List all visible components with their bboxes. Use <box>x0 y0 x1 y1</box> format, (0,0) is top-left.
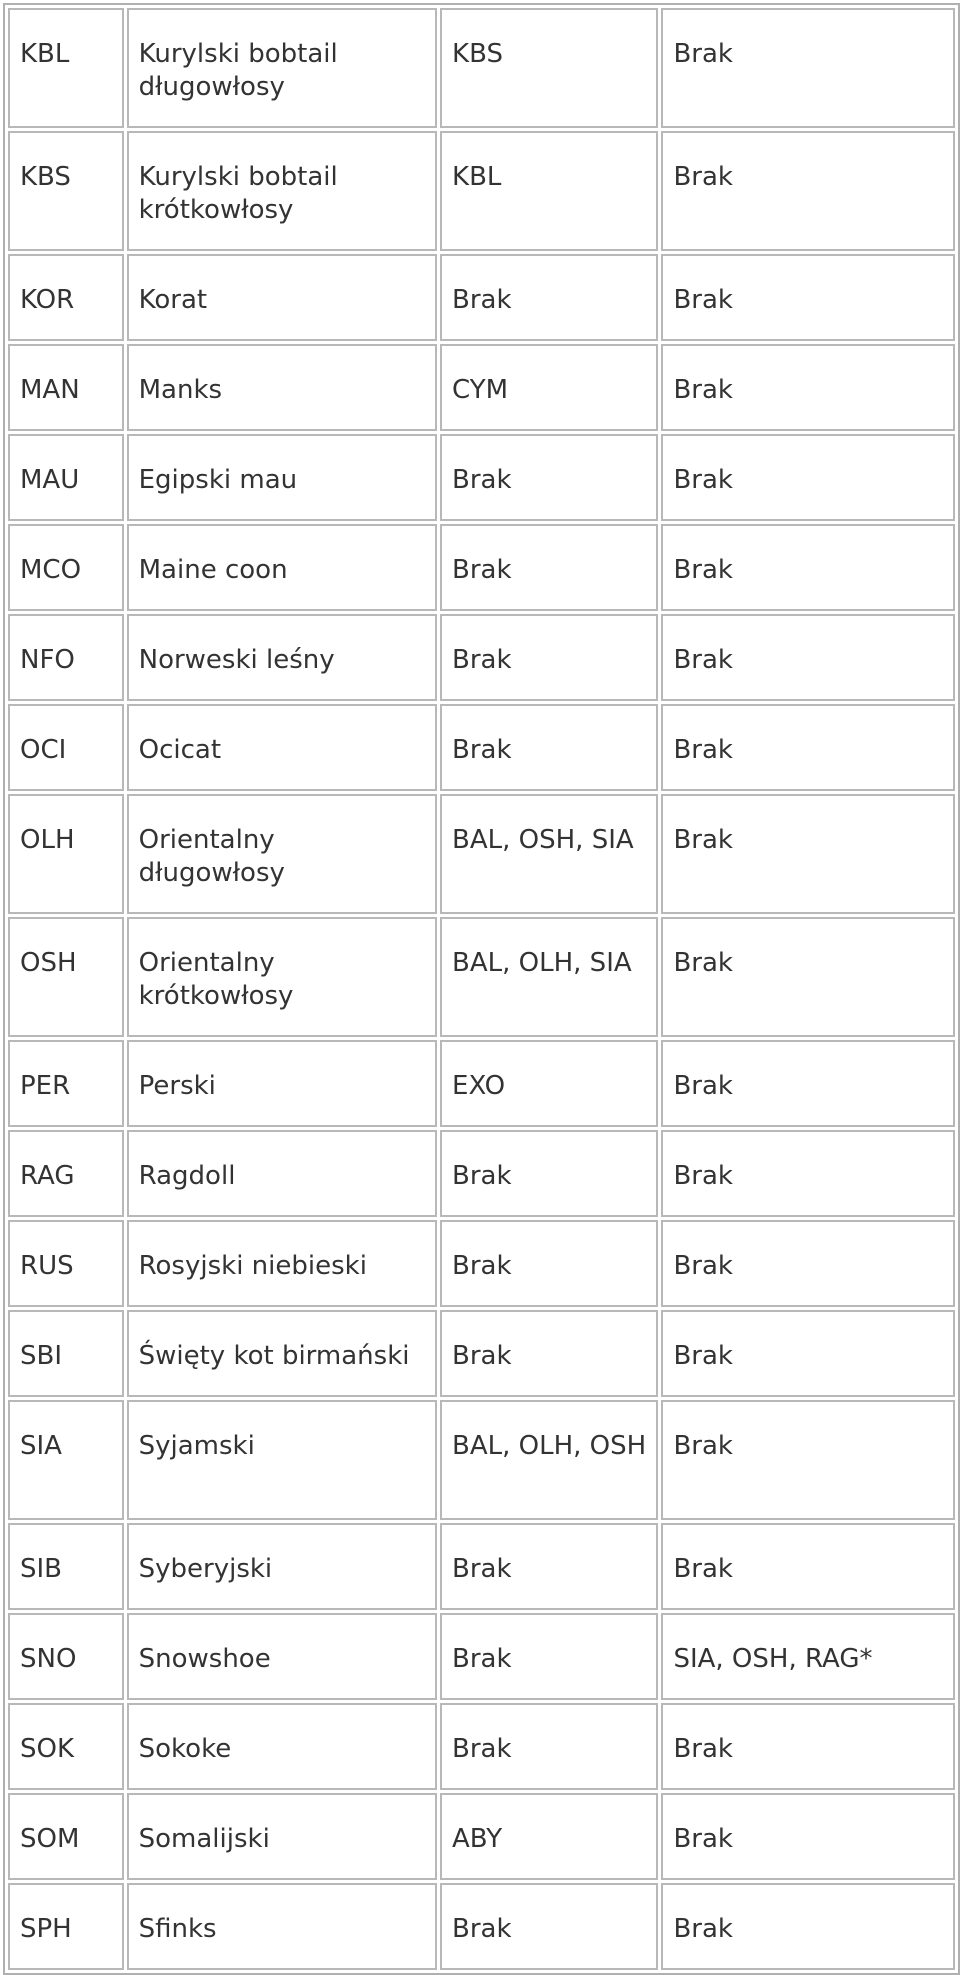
breed-code-cell: SIA <box>8 1400 124 1520</box>
breed-table-body <box>8 8 955 1970</box>
breed-name-cell: Syjamski <box>127 1400 437 1520</box>
breed-name-cell: Sfinks <box>127 1883 437 1970</box>
other-cross-cell: Brak <box>661 524 955 611</box>
table-row <box>8 1040 955 1127</box>
allowed-cross-cell: Brak <box>440 1703 658 1790</box>
allowed-cross-cell: Brak <box>440 1613 658 1700</box>
other-cross-cell: Brak <box>661 131 955 251</box>
allowed-cross-cell: EXO <box>440 1040 658 1127</box>
allowed-cross-cell: Brak <box>440 614 658 701</box>
allowed-cross-cell: ABY <box>440 1793 658 1880</box>
breed-name-cell: Ocicat <box>127 704 437 791</box>
table-row <box>8 614 955 701</box>
table-row <box>8 1703 955 1790</box>
breed-name-cell: Somalijski <box>127 1793 437 1880</box>
table-row <box>8 1793 955 1880</box>
table-row <box>8 8 955 128</box>
breed-code-cell: MAN <box>8 344 124 431</box>
breed-code-cell: KOR <box>8 254 124 341</box>
table-row <box>8 524 955 611</box>
breed-code-cell: OSH <box>8 917 124 1037</box>
breed-code-cell: SPH <box>8 1883 124 1970</box>
breed-name-cell: Kurylski bobtail krótkowłosy <box>127 131 437 251</box>
breed-name-cell: Kurylski bobtail długowłosy <box>127 8 437 128</box>
allowed-cross-cell: Brak <box>440 1883 658 1970</box>
other-cross-cell: Brak <box>661 344 955 431</box>
allowed-cross-cell: Brak <box>440 1523 658 1610</box>
table-row <box>8 1220 955 1307</box>
table-row <box>8 254 955 341</box>
other-cross-cell: Brak <box>661 1130 955 1217</box>
breed-code-cell: OLH <box>8 794 124 914</box>
allowed-cross-cell: BAL, OLH, SIA <box>440 917 658 1037</box>
table-row <box>8 1310 955 1397</box>
breed-table-wrapper <box>3 3 960 1975</box>
other-cross-cell: Brak <box>661 917 955 1037</box>
table-row <box>8 917 955 1037</box>
other-cross-cell: SIA, OSH, RAG* <box>661 1613 955 1700</box>
other-cross-cell: Brak <box>661 1040 955 1127</box>
breed-name-cell: Orientalny krótkowłosy <box>127 917 437 1037</box>
breed-code-cell: SOM <box>8 1793 124 1880</box>
other-cross-cell: Brak <box>661 1793 955 1880</box>
breed-code-cell: RUS <box>8 1220 124 1307</box>
other-cross-cell: Brak <box>661 1883 955 1970</box>
allowed-cross-cell: Brak <box>440 254 658 341</box>
breed-code-cell: MCO <box>8 524 124 611</box>
table-row <box>8 1400 955 1520</box>
other-cross-cell: Brak <box>661 8 955 128</box>
table-row <box>8 344 955 431</box>
other-cross-cell: Brak <box>661 704 955 791</box>
other-cross-cell: Brak <box>661 1400 955 1520</box>
other-cross-cell: Brak <box>661 254 955 341</box>
allowed-cross-cell: BAL, OSH, SIA <box>440 794 658 914</box>
allowed-cross-cell: Brak <box>440 704 658 791</box>
allowed-cross-cell: BAL, OLH, OSH <box>440 1400 658 1520</box>
breed-code-cell: OCI <box>8 704 124 791</box>
breed-name-cell: Rosyjski niebieski <box>127 1220 437 1307</box>
breed-name-cell: Syberyjski <box>127 1523 437 1610</box>
breed-name-cell: Manks <box>127 344 437 431</box>
breed-code-cell: SOK <box>8 1703 124 1790</box>
breed-name-cell: Korat <box>127 254 437 341</box>
other-cross-cell: Brak <box>661 1310 955 1397</box>
allowed-cross-cell: KBS <box>440 8 658 128</box>
other-cross-cell: Brak <box>661 434 955 521</box>
table-row <box>8 434 955 521</box>
breed-code-cell: PER <box>8 1040 124 1127</box>
breed-table <box>3 3 960 1975</box>
breed-code-cell: KBS <box>8 131 124 251</box>
allowed-cross-cell: Brak <box>440 1310 658 1397</box>
breed-name-cell: Maine coon <box>127 524 437 611</box>
other-cross-cell: Brak <box>661 614 955 701</box>
other-cross-cell: Brak <box>661 1523 955 1610</box>
breed-code-cell: SBI <box>8 1310 124 1397</box>
table-row <box>8 131 955 251</box>
table-row <box>8 1883 955 1970</box>
other-cross-cell: Brak <box>661 1703 955 1790</box>
breed-code-cell: KBL <box>8 8 124 128</box>
breed-code-cell: MAU <box>8 434 124 521</box>
table-row <box>8 794 955 914</box>
other-cross-cell: Brak <box>661 794 955 914</box>
allowed-cross-cell: Brak <box>440 1130 658 1217</box>
allowed-cross-cell: Brak <box>440 524 658 611</box>
breed-code-cell: NFO <box>8 614 124 701</box>
breed-code-cell: SIB <box>8 1523 124 1610</box>
table-row <box>8 1613 955 1700</box>
breed-name-cell: Perski <box>127 1040 437 1127</box>
breed-name-cell: Orientalny długowłosy <box>127 794 437 914</box>
other-cross-cell: Brak <box>661 1220 955 1307</box>
breed-name-cell: Sokoke <box>127 1703 437 1790</box>
table-row <box>8 1130 955 1217</box>
breed-code-cell: RAG <box>8 1130 124 1217</box>
breed-code-cell: SNO <box>8 1613 124 1700</box>
allowed-cross-cell: Brak <box>440 1220 658 1307</box>
breed-name-cell: Snowshoe <box>127 1613 437 1700</box>
table-row <box>8 704 955 791</box>
allowed-cross-cell: Brak <box>440 434 658 521</box>
breed-name-cell: Święty kot birmański <box>127 1310 437 1397</box>
table-row <box>8 1523 955 1610</box>
breed-name-cell: Norweski leśny <box>127 614 437 701</box>
allowed-cross-cell: CYM <box>440 344 658 431</box>
breed-name-cell: Egipski mau <box>127 434 437 521</box>
allowed-cross-cell: KBL <box>440 131 658 251</box>
breed-name-cell: Ragdoll <box>127 1130 437 1217</box>
